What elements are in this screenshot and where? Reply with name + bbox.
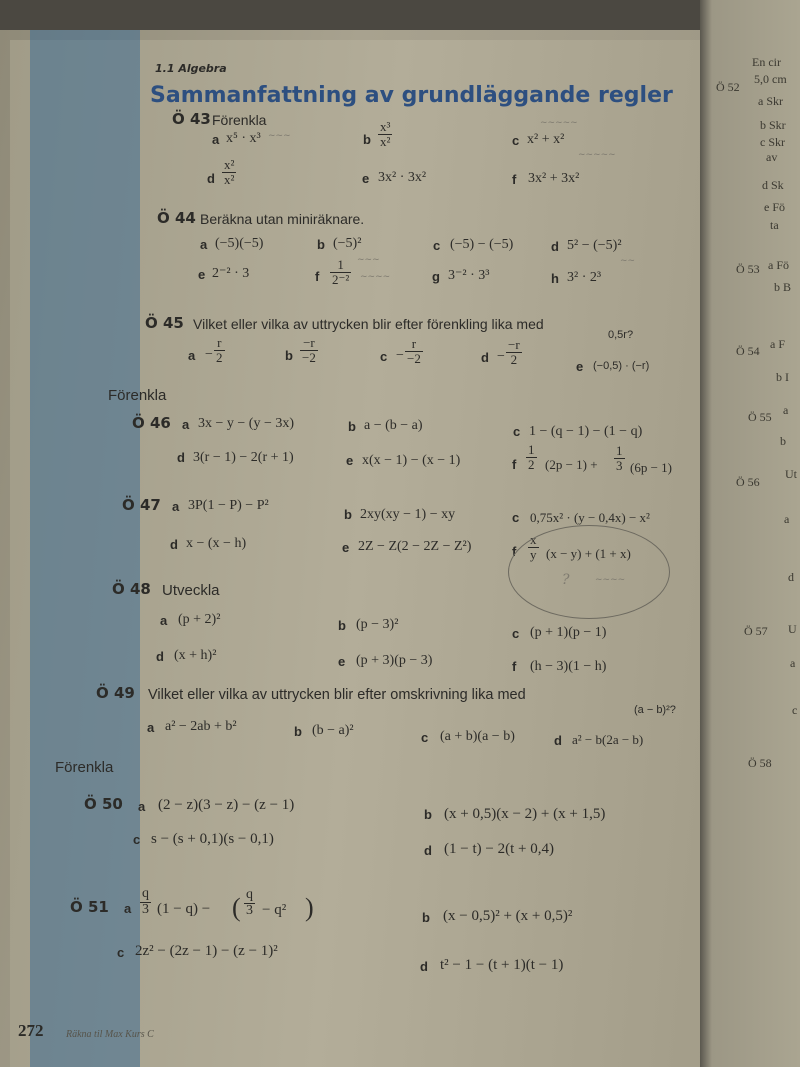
exercise-number: Ö 45	[145, 314, 184, 332]
expression: 2z² − (2z − 1) − (z − 1)²	[135, 943, 278, 959]
expression: (2p − 1) +	[545, 457, 598, 472]
facing-page-fragment: b Skr	[760, 118, 786, 132]
facing-page-fragment: Ö 58	[748, 756, 772, 770]
fraction-denominator: −2	[302, 349, 316, 365]
expression: 2⁻² · 3	[212, 266, 250, 281]
minus-sign: −	[396, 348, 404, 363]
facing-page-fragment: Ö 52	[716, 80, 740, 94]
right-paren: )	[305, 893, 314, 922]
facing-page-fragment: av	[766, 150, 778, 164]
facing-page-fragment: a	[783, 403, 789, 417]
facing-page-fragment: b B	[774, 280, 792, 294]
fraction-numerator: 1	[330, 258, 351, 273]
expression: (p + 3)(p − 3)	[356, 653, 433, 668]
expression: 3⁻² · 3³	[448, 268, 490, 283]
facing-page-fragment: a	[790, 656, 796, 670]
facing-page-fragment: Ö 57	[744, 624, 768, 638]
expression: a² − b(2a − b)	[572, 732, 644, 747]
exercise-number: Ö 50	[84, 795, 123, 813]
fraction-numerator: q	[246, 887, 253, 902]
exercise-number: Ö 44	[157, 209, 196, 227]
expression: a − (b − a)	[364, 418, 423, 433]
fraction-numerator: r	[405, 337, 423, 352]
pencil-note: ~~~	[357, 255, 380, 265]
expression: s − (s + 0,1)(s − 0,1)	[151, 831, 274, 847]
fraction-numerator: x²	[224, 157, 235, 172]
fraction-numerator: r	[214, 336, 225, 351]
exercise-instruction: Vilket eller vilka av uttrycken blir efter förenkling lika med	[193, 316, 544, 332]
facing-page-fragment: a	[784, 512, 790, 526]
exercise-instruction-tail: 0,5r?	[608, 329, 634, 341]
fraction-numerator: −r	[300, 336, 318, 351]
left-paren: (	[232, 893, 241, 922]
expression: (2 − z)(3 − z) − (z − 1)	[158, 797, 295, 813]
facing-page-fragment: U	[788, 622, 797, 636]
pencil-note: ~~	[620, 256, 636, 266]
expression: (b − a)²	[312, 723, 354, 738]
expression: 3² · 2³	[567, 270, 602, 285]
expression: 2xy(xy − 1) − xy	[360, 507, 456, 522]
pencil-note: ~~~~	[360, 272, 391, 282]
pencil-note: ~~~~~	[578, 150, 616, 160]
fraction-denominator: 2	[528, 456, 535, 472]
pencil-note: ?	[562, 572, 570, 588]
expression: 3x − y − (y − 3x)	[198, 416, 295, 431]
exercise-number: Ö 47	[122, 496, 161, 514]
fraction-denominator: 3	[142, 901, 149, 917]
exercise-number: Ö 46	[132, 414, 171, 432]
exercise-number: Ö 48	[112, 580, 151, 598]
facing-page-fragment: 5,0 cm	[754, 72, 787, 86]
fraction-denominator: 2	[510, 351, 518, 367]
facing-page-fragment: En cir	[752, 55, 781, 69]
expression: (−5)(−5)	[215, 236, 264, 251]
exercise-instruction: Vilket eller vilka av uttrycken blir efter omskrivning lika med	[148, 687, 526, 703]
fraction-numerator: −r	[508, 337, 520, 352]
fraction-numerator: 1	[616, 443, 623, 458]
fraction-numerator: q	[142, 886, 149, 901]
fraction-denominator: 2	[216, 349, 223, 365]
expression: 2Z − Z(2 − 2Z − Z²)	[358, 539, 472, 554]
facing-page-fragment: b	[780, 434, 786, 448]
fraction-denominator: 3	[246, 902, 253, 918]
fraction-denominator: x²	[224, 171, 235, 187]
expression: (x − 0,5)² + (x + 0,5)²	[443, 908, 573, 924]
facing-page-fragment: d Sk	[762, 178, 784, 192]
expression: (h − 3)(1 − h)	[530, 659, 607, 674]
facing-page-fragment: c	[792, 703, 798, 717]
fraction-denominator: x²	[380, 133, 391, 149]
expression: (−5) − (−5)	[450, 237, 514, 252]
expression: t² − 1 − (t + 1)(t − 1)	[440, 957, 564, 973]
expression: 1 − (q − 1) − (1 − q)	[529, 424, 643, 439]
expression: (1 − t) − 2(t + 0,4)	[444, 841, 554, 857]
facing-page-fragment: Ö 56	[736, 475, 760, 489]
exercise-number: Ö 43	[172, 110, 211, 128]
expression: (6p − 1)	[630, 460, 672, 475]
section-instruction: Förenkla	[108, 387, 167, 404]
expression: x² + x²	[527, 132, 565, 147]
fraction-denominator: −2	[407, 350, 421, 366]
expression: x⁵ · x³	[226, 131, 261, 146]
facing-page	[700, 0, 800, 1067]
minus-sign: −	[205, 347, 213, 362]
exercise-number: Ö 49	[96, 684, 135, 702]
expression: 3x² + 3x²	[528, 171, 580, 186]
expression: 3P(1 − P) − P²	[188, 498, 269, 513]
exercise-number: Ö 51	[70, 898, 109, 916]
pencil-circle	[508, 525, 670, 619]
expression: (a + b)(a − b)	[440, 729, 515, 744]
fraction-denominator: y	[530, 546, 537, 562]
exercise-instruction: Utveckla	[162, 582, 220, 599]
expression: (x + 0,5)(x − 2) + (x + 1,5)	[444, 806, 606, 822]
facing-page-fragment: a F	[770, 337, 785, 351]
facing-page-fragment: ta	[770, 218, 779, 232]
expression: 5² − (−5)²	[567, 238, 622, 253]
expression: 3x² · 3x²	[378, 170, 427, 185]
fraction-denominator: 2⁻²	[332, 271, 350, 287]
exercise-instruction-tail: (a − b)²?	[634, 704, 676, 716]
facing-page-fragment: a Fö	[768, 258, 789, 272]
facing-page-fragment: Ö 53	[736, 262, 760, 276]
facing-page-fragment: Ö 55	[748, 410, 772, 424]
pencil-note: ~~~~	[595, 575, 626, 585]
facing-page-fragment: c Skr	[760, 135, 785, 149]
expression: 3(r − 1) − 2(r + 1)	[193, 450, 294, 465]
fraction-denominator: 3	[616, 457, 623, 473]
expression: x − (x − h)	[186, 536, 247, 551]
expression: (−0,5) · (−r)	[593, 360, 650, 372]
page-number: 272	[18, 1021, 44, 1040]
pencil-note: ~~~	[268, 131, 291, 141]
expression: (p + 1)(p − 1)	[530, 625, 607, 640]
section-label: 1.1 Algebra	[155, 62, 227, 75]
expression: − q²	[262, 902, 287, 918]
expression: (p + 2)²	[178, 612, 221, 627]
expression: (1 − q) −	[157, 901, 211, 917]
minus-sign: −	[497, 349, 505, 364]
expression: (x − y) + (1 + x)	[546, 546, 631, 561]
exercise-instruction: Förenkla	[212, 112, 267, 128]
facing-page-fragment: a Skr	[758, 94, 783, 108]
expression: x(x − 1) − (x − 1)	[362, 453, 461, 468]
exercise-instruction: Beräkna utan miniräknare.	[200, 211, 365, 227]
book-title-footer: Räkna til Max Kurs C	[66, 1029, 154, 1040]
pencil-note: ~~~~~	[540, 118, 578, 128]
facing-page-fragment: Ut	[785, 467, 797, 481]
facing-page-fragment: d	[788, 570, 794, 584]
facing-page-fragment: b I	[776, 370, 789, 384]
expression: (−5)²	[333, 236, 362, 251]
section-instruction: Förenkla	[55, 759, 114, 776]
facing-page-fragment: e Fö	[764, 200, 785, 214]
fraction-numerator: 1	[528, 442, 535, 457]
expression: (x + h)²	[174, 648, 217, 663]
expression: (p − 3)²	[356, 617, 399, 632]
expression: 0,75x² · (y − 0,4x) − x²	[530, 510, 650, 525]
fraction-numerator: x	[530, 532, 537, 547]
fraction-numerator: x³	[380, 119, 391, 134]
facing-page-fragment: Ö 54	[736, 344, 760, 358]
page-title: Sammanfattning av grundläggande regler	[150, 83, 673, 108]
expression: a² − 2ab + b²	[165, 719, 237, 734]
